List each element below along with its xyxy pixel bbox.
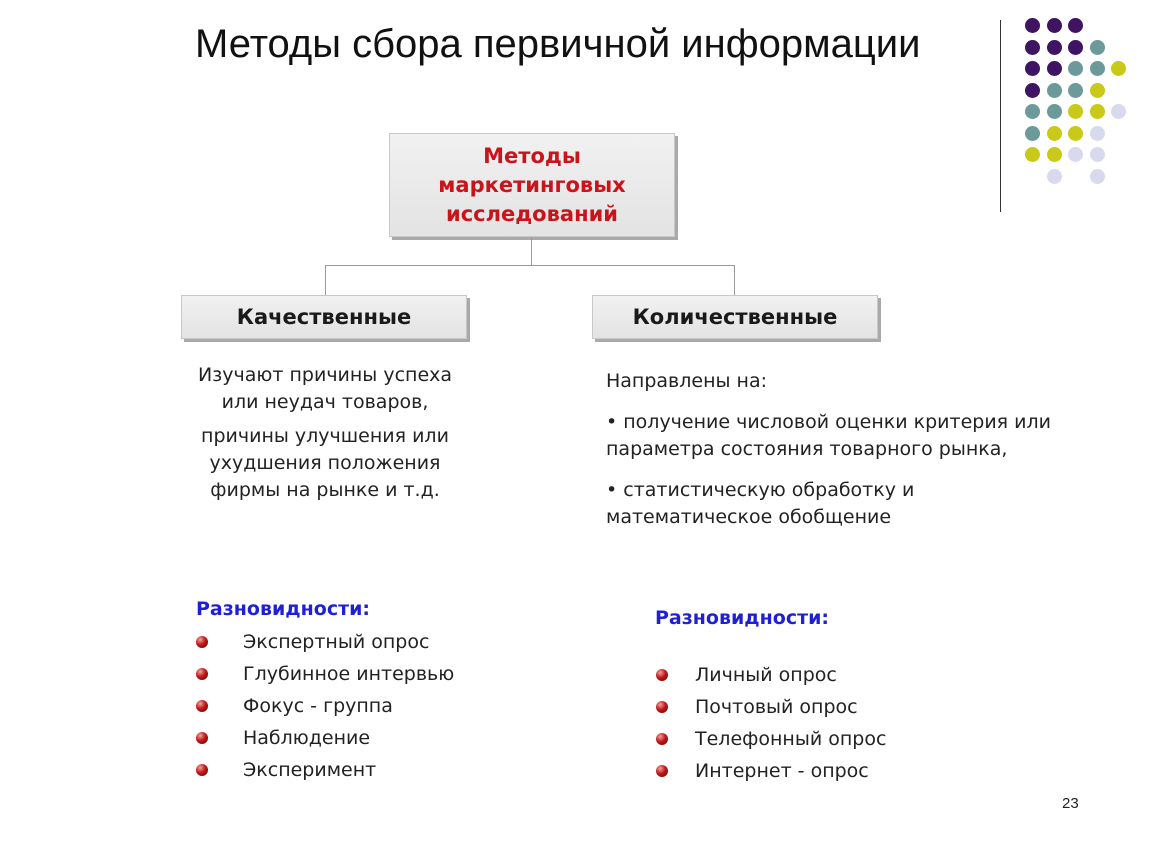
- connector-horizontal: [325, 265, 735, 266]
- list-item: [656, 659, 886, 691]
- bullet-icon: [656, 765, 668, 777]
- decorative-dot: [1047, 83, 1062, 98]
- decorative-vertical-line: [1000, 20, 1001, 212]
- decorative-dot: [1025, 83, 1040, 98]
- qualitative-label: Качественные: [236, 305, 412, 329]
- list-item-label: Экспертный опрос: [243, 631, 430, 653]
- list-item: [196, 722, 454, 754]
- list-item-label: Личный опрос: [695, 664, 837, 686]
- decorative-dot: [1047, 61, 1062, 76]
- decorative-dot: [1090, 147, 1105, 162]
- decorative-dot: [1090, 104, 1105, 119]
- decorative-dot: [1111, 104, 1126, 119]
- decorative-dot: [1090, 40, 1105, 55]
- bullet-icon: [656, 669, 668, 681]
- list-item-label: Телефонный опрос: [695, 728, 887, 750]
- decorative-dot: [1068, 83, 1083, 98]
- decorative-dot: [1090, 61, 1105, 76]
- connector-right-drop: [734, 265, 735, 295]
- decorative-dot: [1068, 40, 1083, 55]
- list-item: [656, 723, 886, 755]
- decorative-dot: [1025, 40, 1040, 55]
- qualitative-varieties-heading: Разновидности:: [196, 598, 371, 620]
- list-item-label: Глубинное интервью: [243, 663, 455, 685]
- decorative-dot: [1090, 83, 1105, 98]
- decorative-dot: [1068, 61, 1083, 76]
- decorative-dot: [1025, 126, 1040, 141]
- list-item-label: Наблюдение: [243, 727, 371, 749]
- bullet-icon: [656, 701, 668, 713]
- qualitative-description-line: Изучают причины успеха или неудач товаров,: [197, 364, 453, 413]
- decorative-dot: [1025, 104, 1040, 119]
- list-item: [196, 626, 454, 658]
- quantitative-varieties-list: [656, 659, 886, 787]
- decorative-dot: [1025, 147, 1040, 162]
- bullet-icon: [196, 668, 208, 680]
- quantitative-description: [606, 368, 1076, 545]
- decorative-dot: [1090, 126, 1105, 141]
- qualitative-box: [181, 295, 467, 339]
- decorative-dot: [1068, 18, 1083, 33]
- qualitative-description-line: причины улучшения или ухудшения положения фирмы на рынке и т.д.: [201, 425, 449, 501]
- bullet-icon: [196, 700, 208, 712]
- decorative-dot: [1025, 18, 1040, 33]
- list-item-label: Эксперимент: [243, 759, 377, 781]
- decorative-dot: [1047, 40, 1062, 55]
- bullet-icon: [196, 732, 208, 744]
- quantitative-box: [592, 295, 878, 339]
- list-item: [656, 755, 886, 787]
- root-method-box: [389, 133, 675, 237]
- decorative-dot: [1047, 169, 1062, 184]
- page-number: 23: [1062, 795, 1079, 812]
- bullet-icon: [196, 636, 208, 648]
- decorative-dot: [1047, 126, 1062, 141]
- bullet-icon: [196, 764, 208, 776]
- connector-left-drop: [325, 265, 326, 295]
- decorative-dot: [1025, 61, 1040, 76]
- decorative-dot: [1111, 61, 1126, 76]
- quantitative-description-line: Направлены на:: [606, 370, 768, 392]
- root-method-label: Методы маркетинговых исследований: [438, 143, 626, 226]
- decorative-dot: [1068, 147, 1083, 162]
- decorative-dot: [1047, 147, 1062, 162]
- list-item: [196, 658, 454, 690]
- quantitative-description-line: • получение числовой оценки критерия или параметра состояния товарного рынка,: [606, 411, 1051, 460]
- decorative-dot: [1068, 126, 1083, 141]
- qualitative-description: [180, 362, 470, 511]
- slide-title: Методы сбора первичной информации: [195, 22, 921, 66]
- quantitative-label: Количественные: [632, 305, 838, 329]
- qualitative-varieties-list: [196, 626, 454, 786]
- list-item-label: Фокус - группа: [243, 695, 393, 717]
- list-item-label: Почтовый опрос: [695, 696, 858, 718]
- bullet-icon: [656, 733, 668, 745]
- decorative-dot: [1047, 104, 1062, 119]
- quantitative-varieties-heading: Разновидности:: [655, 607, 830, 629]
- list-item: [656, 691, 886, 723]
- decorative-dot: [1068, 104, 1083, 119]
- list-item-label: Интернет - опрос: [695, 760, 869, 782]
- decorative-dot: [1047, 18, 1062, 33]
- list-item: [196, 754, 454, 786]
- connector-vertical-root: [531, 237, 532, 266]
- quantitative-description-line: • статистическую обработку и математическое обобщение: [606, 479, 915, 528]
- decorative-dot: [1090, 169, 1105, 184]
- list-item: [196, 690, 454, 722]
